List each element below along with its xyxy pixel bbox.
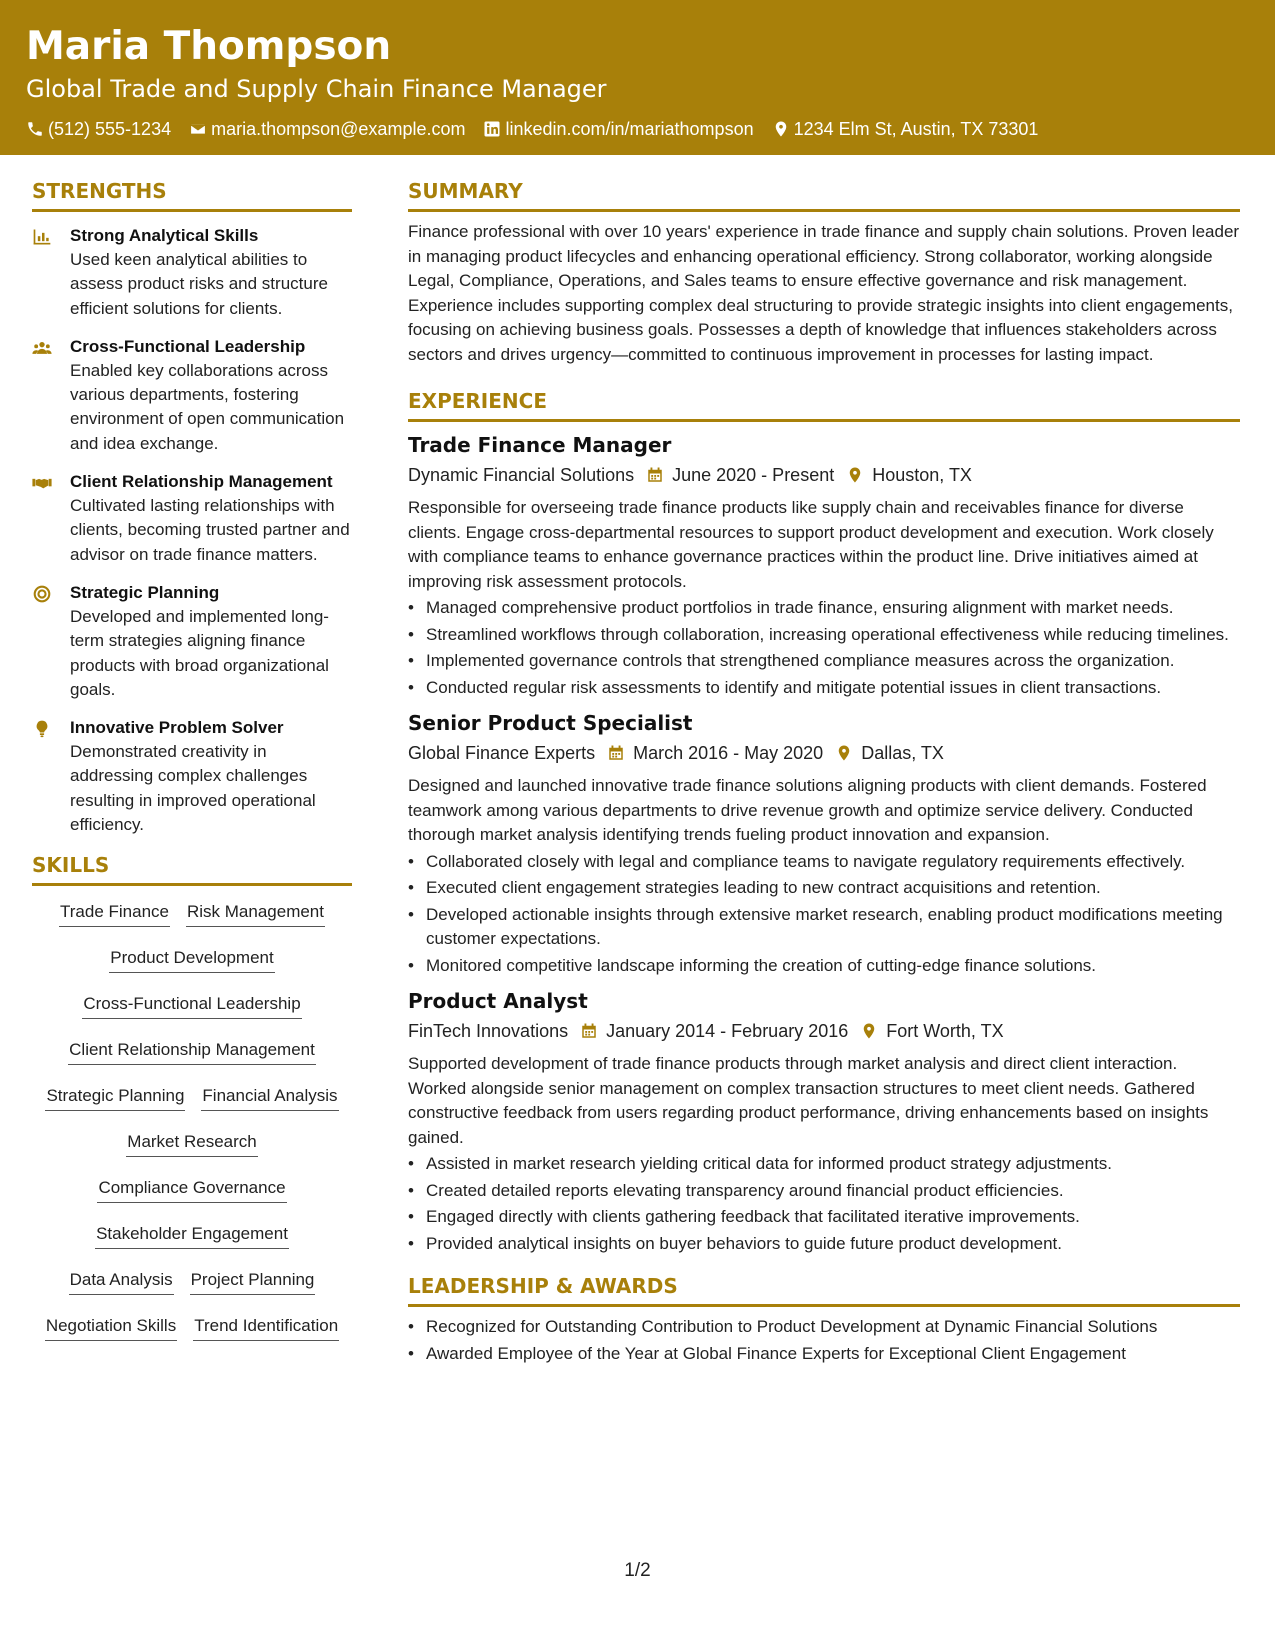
job-company: Dynamic Financial Solutions (408, 465, 635, 485)
summary-text: Finance professional with over 10 years' experience in trade finance and supply chain solutions. Proven leader in managing product lifecycles and enhancing operational efficiency. Strong collaborator, working alongside Legal, Compliance, Operations, and Sales teams to ensure effective governance and risk management. Experience includes supporting complex deal structuring to provide strategic insights into client engagements, focusing on achieving business goals. Possesses a depth of knowledge that influences stakeholders across sectors and drives urgency—committed to continuous improvement in processes for lasting impact. (408, 222, 1240, 364)
phone-icon (26, 120, 44, 138)
target-icon (32, 584, 52, 604)
strength-desc: Demonstrated creativity in addressing complex challenges resulting in improved operational efficiency. (70, 742, 316, 835)
job-dates: January 2014 - February 2016 (606, 1021, 849, 1041)
strength-item (32, 224, 352, 321)
calendar-icon (646, 466, 664, 484)
resume-header (0, 0, 1275, 155)
job-entry (408, 708, 1240, 978)
right-column (408, 177, 1240, 1368)
job-description: Supported development of trade finance products through market analysis and direct client interaction. Worked alongside senior management on complex transaction structures to meet client needs. Gathered constructive feedback from users regarding product performance, driving enhancements based on insights gained. (408, 1054, 1209, 1147)
awards-list (408, 1315, 1240, 1366)
lightbulb-icon (32, 719, 52, 739)
skill-tag: Client Relationship Management (68, 1038, 316, 1065)
skill-tag: Product Development (109, 946, 274, 973)
job-description: Responsible for overseeing trade finance products like supply chain and receivables finance for diverse clients. Engage cross-departmental resources to support product development and execution. Work closely with compliance teams to enhance governance practices within the product line. Drive initiatives aimed at improving risk assessment protocols. (408, 498, 1214, 591)
job-bullet: • Provided analytical insights on buyer behaviors to guide future product development. (408, 1232, 1240, 1257)
skill-tag: Compliance Governance (97, 1176, 286, 1203)
skill-tag: Trade Finance (59, 900, 170, 927)
strength-desc: Cultivated lasting relationships with clients, becoming trusted partner and advisor on trade finance matters. (70, 496, 350, 564)
skill-tag: Financial Analysis (201, 1084, 338, 1111)
skill-tag: Strategic Planning (45, 1084, 185, 1111)
job-dates: March 2016 - May 2020 (633, 743, 824, 763)
job-description: Designed and launched innovative trade finance solutions aligning products with client demands. Fostered teamwork among various departments to drive revenue growth and optimize service delivery. Conducted thorough market analysis identifying trends fueling product innovation and expansion. (408, 776, 1207, 844)
map-pin-icon (835, 744, 853, 762)
strength-desc: Enabled key collaborations across various departments, fostering environment of open communication and idea exchange. (70, 360, 345, 453)
job-bullets (408, 1152, 1240, 1256)
skill-tag: Cross-Functional Leadership (82, 992, 301, 1019)
job-meta (408, 460, 1240, 490)
job-title: Product Analyst (408, 989, 588, 1013)
contact-phone[interactable] (26, 117, 171, 141)
map-pin-icon (860, 1022, 878, 1040)
phone-text: (512) 555-1234 (48, 119, 172, 139)
strength-item (32, 716, 352, 837)
linkedin-text: linkedin.com/in/mariathompson (505, 119, 754, 139)
strength-title: Strong Analytical Skills (70, 226, 259, 245)
strength-title: Cross-Functional Leadership (70, 336, 306, 356)
job-location: Houston, TX (872, 465, 972, 485)
strength-title: Strategic Planning (70, 582, 220, 602)
awards-heading: LEADERSHIP & AWARDS (408, 1272, 1240, 1307)
page-number: 1/2 (624, 1560, 651, 1581)
job-bullet: • Engaged directly with clients gathering feedback that facilitated iterative improvements. (408, 1205, 1240, 1230)
skill-tag: Negotiation Skills (45, 1314, 177, 1341)
job-meta (408, 1016, 1240, 1046)
skill-tag: Project Planning (190, 1268, 316, 1295)
award-item: • Awarded Employee of the Year at Global Finance Experts for Exceptional Client Engagement (408, 1342, 1240, 1367)
strength-title: Innovative Problem Solver (70, 718, 284, 738)
candidate-title: Global Trade and Supply Chain Finance Manager (26, 75, 607, 103)
job-bullet: • Created detailed reports elevating transparency around financial product efficiencies. (408, 1179, 1240, 1204)
strength-desc: Developed and implemented long-term strategies aligning finance products with broad organizational goals. (70, 606, 329, 699)
contact-bar (26, 117, 1249, 141)
job-bullet: • Streamlined workflows through collaboration, increasing operational effectiveness while reducing timelines. (408, 623, 1240, 648)
job-bullet: • Conducted regular risk assessments to identify and mitigate potential issues in client transactions. (408, 676, 1240, 701)
calendar-icon (607, 744, 625, 762)
job-bullet: • Managed comprehensive product portfolios in trade finance, ensuring alignment with market needs. (408, 596, 1240, 621)
chart-icon (32, 227, 52, 247)
skill-tag: Market Research (126, 1130, 257, 1157)
job-bullet: • Developed actionable insights through extensive market research, enabling product modifications meeting customer expectations. (408, 903, 1240, 952)
strength-item (32, 335, 352, 456)
job-meta (408, 738, 1240, 768)
strengths-list (32, 224, 352, 837)
email-text: maria.thompson@example.com (211, 119, 466, 139)
job-bullet: • Monitored competitive landscape informing the creation of cutting-edge finance solutions. (408, 954, 1240, 979)
job-company: FinTech Innovations (408, 1021, 569, 1041)
skill-tag: Trend Identification (193, 1314, 339, 1341)
left-column (32, 177, 352, 1360)
award-item: • Recognized for Outstanding Contribution to Product Development at Dynamic Financial Solutions (408, 1315, 1240, 1340)
job-company: Global Finance Experts (408, 743, 596, 763)
job-bullets (408, 596, 1240, 700)
map-pin-icon (772, 120, 790, 138)
skill-tag: Risk Management (186, 900, 325, 927)
job-entry (408, 430, 1240, 700)
experience-heading: EXPERIENCE (408, 387, 1240, 422)
map-pin-icon (846, 466, 864, 484)
job-bullets (408, 850, 1240, 979)
job-bullet: • Implemented governance controls that strengthened compliance measures across the organization. (408, 649, 1240, 674)
job-bullet: • Collaborated closely with legal and compliance teams to navigate regulatory requirements effectively. (408, 850, 1240, 875)
linkedin-icon (483, 120, 501, 138)
strength-title: Client Relationship Management (70, 472, 333, 492)
job-entry (408, 986, 1240, 1256)
strength-item (32, 470, 352, 567)
address-text: 1234 Elm St, Austin, TX 73301 (793, 119, 1039, 139)
skills-heading: SKILLS (32, 851, 352, 886)
job-bullet: • Executed client engagement strategies leading to new contract acquisitions and retention. (408, 876, 1240, 901)
job-location: Fort Worth, TX (886, 1021, 1004, 1041)
strength-desc: Used keen analytical abilities to assess product risks and structure efficient solutions for clients. (70, 250, 328, 318)
handshake-icon (32, 473, 52, 493)
calendar-icon (580, 1022, 598, 1040)
strength-item (32, 581, 352, 702)
summary-heading: SUMMARY (408, 177, 1240, 212)
skills-list (32, 900, 352, 1360)
job-bullet: • Assisted in market research yielding critical data for informed product strategy adjustments. (408, 1152, 1240, 1177)
contact-email[interactable] (189, 117, 465, 141)
strengths-heading: STRENGTHS (32, 177, 352, 212)
candidate-name: Maria Thompson (26, 24, 392, 69)
skill-tag: Stakeholder Engagement (95, 1222, 289, 1249)
job-title: Senior Product Specialist (408, 711, 693, 735)
job-dates: June 2020 - Present (672, 465, 835, 485)
envelope-icon (189, 120, 207, 138)
contact-address (772, 117, 1039, 141)
users-icon (32, 338, 52, 358)
job-location: Dallas, TX (861, 743, 944, 763)
contact-linkedin[interactable] (483, 117, 753, 141)
skill-tag: Data Analysis (69, 1268, 174, 1295)
job-title: Trade Finance Manager (408, 433, 672, 457)
